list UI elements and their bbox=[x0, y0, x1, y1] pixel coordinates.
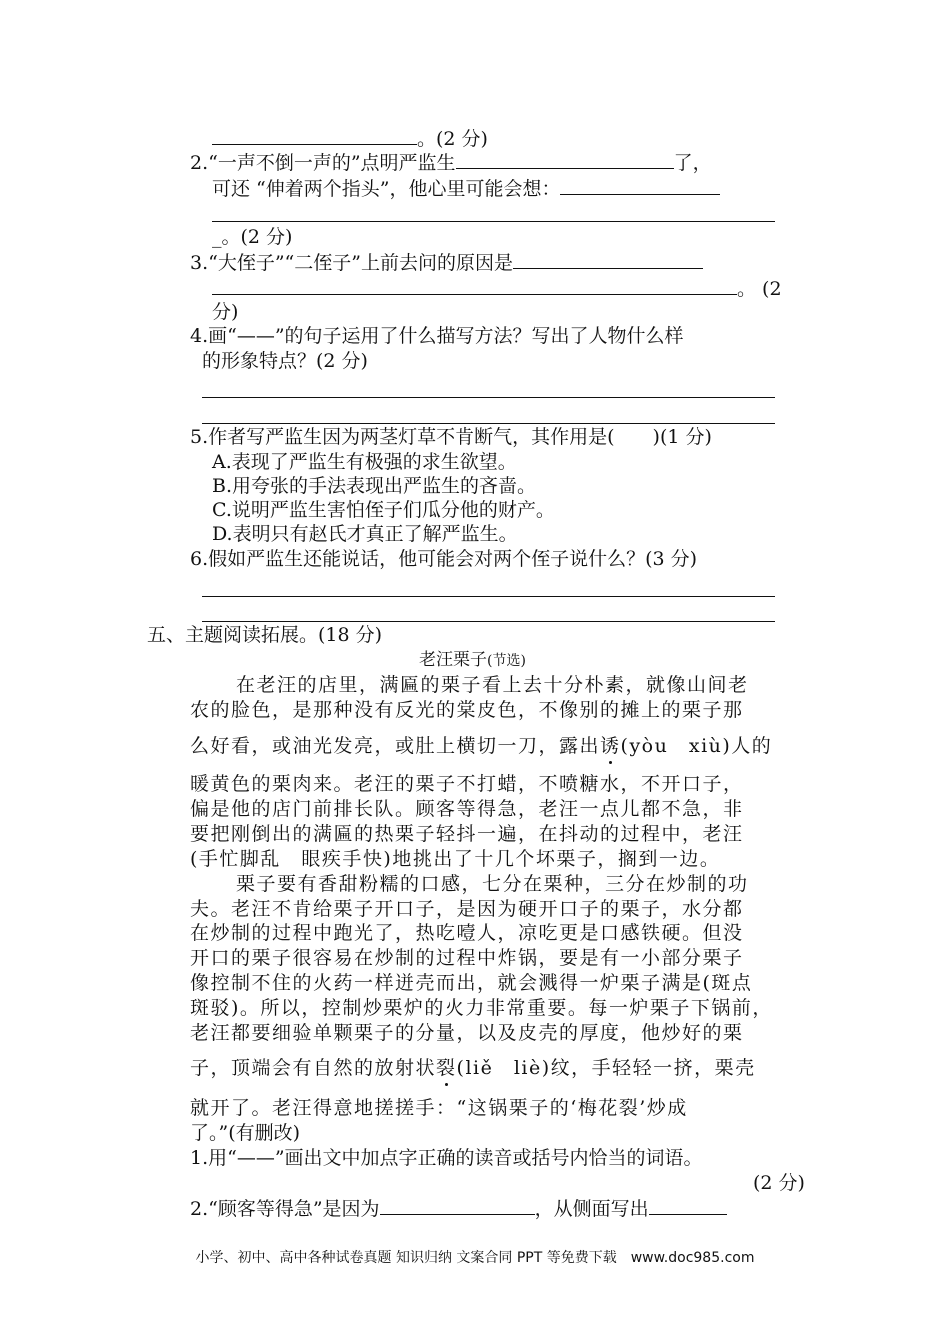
question-5: 5.作者写严监生因为两茎灯草不肯断气，其作用是( )(1 分) bbox=[190, 426, 712, 448]
answer-line[interactable] bbox=[202, 596, 775, 597]
passage-line bbox=[190, 1056, 756, 1080]
answer-line[interactable] bbox=[202, 397, 775, 398]
q3-text: 3.“大侄子”“二侄子”上前去问的原因是 bbox=[190, 252, 513, 274]
q1-score: 。(2 分) bbox=[417, 128, 488, 150]
passage-text: 么好看，或油光发亮，或肚上横切一刀，露出 bbox=[190, 735, 601, 757]
answer-blank[interactable] bbox=[649, 1196, 727, 1215]
question-2 bbox=[190, 150, 712, 175]
answer-line[interactable] bbox=[202, 423, 775, 424]
passage-line: 在老汪的店里，满匾的栗子看上去十分朴素，就像山间老 bbox=[236, 674, 749, 696]
question-4: 4.画“——”的句子运用了什么描写方法？写出了人物什么样 bbox=[190, 325, 684, 347]
q3-score-b: 分) bbox=[212, 301, 239, 323]
passage-line: 开口的栗子很容易在炒制的过程中炸锅，要是有一小部分栗子 bbox=[190, 947, 744, 969]
answer-blank[interactable] bbox=[513, 250, 703, 269]
passage-line: 就开了。老汪得意地搓搓手：“这锅栗子的‘梅花裂’炒成 bbox=[190, 1097, 688, 1119]
answer-blank[interactable] bbox=[560, 176, 720, 195]
answer-line[interactable] bbox=[202, 621, 775, 622]
section-heading: 五、主题阅读拓展。(18 分) bbox=[147, 624, 383, 646]
footer-text: 小学、初中、高中各种试卷真题 知识归纳 文案合同 PPT 等免费下载 www.doc985.com bbox=[195, 1250, 755, 1266]
answer-blank[interactable] bbox=[380, 1196, 535, 1215]
passage-line: 在炒制的过程中跑光了，热吃噎人，凉吃更是口感铁硬。但没 bbox=[190, 922, 744, 944]
post-question-1: 1.用“——”画出文中加点字正确的读音或括号内恰当的词语。 bbox=[190, 1147, 703, 1169]
passage-line: 农的脸色，是那种没有反光的棠皮色，不像别的摊上的栗子那 bbox=[190, 699, 744, 721]
passage-line: 暖黄色的栗肉来。老汪的栗子不打蜡，不喷糖水，不开口子， bbox=[190, 773, 744, 795]
dotted-char: 诱 bbox=[600, 735, 621, 757]
q2-text-c: 可还 “伸着两个指头”，他心里可能会想： bbox=[212, 178, 561, 200]
q3-score-a: 。 (2 bbox=[737, 278, 782, 300]
passage-line: 栗子要有香甜粉糯的口感，七分在栗种，三分在炒制的功 bbox=[236, 873, 749, 895]
pinyin-options[interactable]: (liě liè)纹，手轻轻一挤，栗壳 bbox=[456, 1057, 756, 1079]
q5-option-d[interactable]: D.表明只有赵氏才真正了解严监生。 bbox=[212, 523, 518, 545]
passage-line-word-choice[interactable]: (手忙脚乱 眼疾手快)地挑出了十几个坏栗子，搁到一边。 bbox=[190, 848, 721, 870]
title-note: (节选) bbox=[487, 653, 526, 669]
post-q1-score: (2 分) bbox=[753, 1172, 805, 1194]
passage-line: 老汪都要细验单颗栗子的分量，以及皮壳的厚度，他炒好的栗 bbox=[190, 1022, 744, 1044]
passage-line bbox=[190, 734, 772, 758]
q5-option-c[interactable]: C.说明严监生害怕侄子们瓜分他的财产。 bbox=[212, 499, 555, 521]
post-question-2 bbox=[190, 1196, 727, 1221]
passage-title bbox=[419, 648, 526, 673]
title-text: 老汪栗子 bbox=[419, 650, 487, 670]
q1-answer-line bbox=[212, 126, 488, 151]
post-q2-text-b: ，从侧面写出 bbox=[534, 1198, 649, 1220]
question-3 bbox=[190, 250, 703, 275]
passage-line: 夫。老汪不肯给栗子开口子，是因为硬开口子的栗子，水分都 bbox=[190, 898, 744, 920]
post-q2-text-a: 2.“顾客等得急”是因为 bbox=[190, 1198, 380, 1220]
pinyin-options[interactable]: (yòu xiù)人的 bbox=[620, 735, 773, 757]
answer-blank[interactable] bbox=[212, 276, 737, 295]
q2-text-a: 2.“一声不倒一声的”点明严监生 bbox=[190, 152, 456, 174]
passage-line: 偏是他的店门前排长队。顾客等得急，老汪一点儿都不急，非 bbox=[190, 798, 744, 820]
question-6: 6.假如严监生还能说话，他可能会对两个侄子说什么？(3 分) bbox=[190, 548, 698, 570]
passage-line: 像控制不住的火药一样迸壳而出，就会溅得一炉栗子满是(斑点 bbox=[190, 972, 753, 994]
q5-option-a[interactable]: A.表现了严监生有极强的求生欲望。 bbox=[212, 451, 517, 473]
q2-text-b: 了， bbox=[673, 152, 712, 174]
passage-line: 要把刚倒出的满匾的热栗子轻抖一遍，在抖动的过程中，老汪 bbox=[190, 823, 744, 845]
q2-score: _。(2 分) bbox=[212, 226, 293, 248]
answer-blank[interactable] bbox=[456, 150, 674, 169]
question-2-line2 bbox=[212, 176, 720, 201]
question-3-line2 bbox=[212, 276, 782, 301]
answer-blank[interactable] bbox=[212, 126, 417, 145]
passage-line: 斑驳)。所以，控制炒栗炉的火力非常重要。每一炉栗子下锅前， bbox=[190, 997, 773, 1019]
q5-option-b[interactable]: B.用夸张的手法表现出严监生的吝啬。 bbox=[212, 475, 537, 497]
dotted-char: 裂 bbox=[436, 1057, 457, 1079]
answer-line[interactable] bbox=[212, 221, 775, 222]
passage-line: 了。”(有删改) bbox=[190, 1122, 301, 1144]
passage-text: 子，顶端会有自然的放射状 bbox=[190, 1057, 437, 1079]
question-4-line2: 的形象特点？(2 分) bbox=[202, 350, 368, 372]
